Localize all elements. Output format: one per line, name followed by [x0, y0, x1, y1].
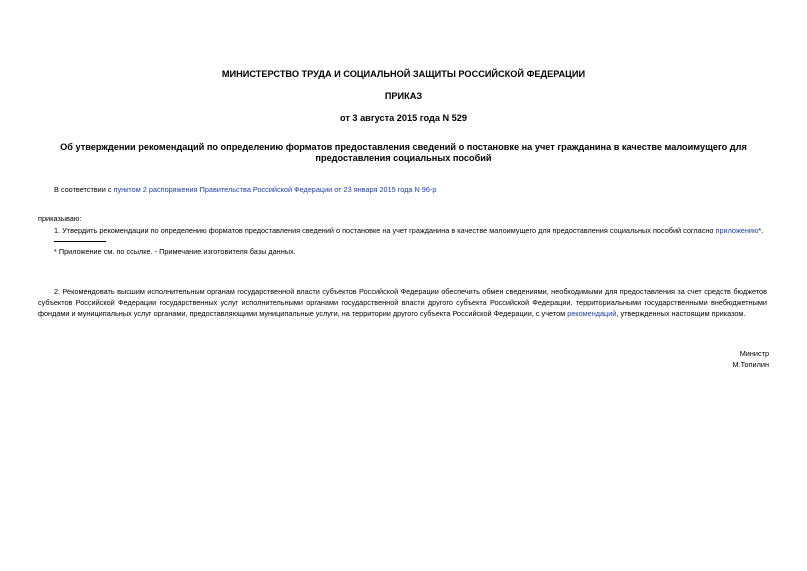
order-item-1 — [54, 225, 763, 236]
signatory-name: М.Топилин — [732, 360, 769, 369]
legal-basis-prefix: В соответствии с — [54, 185, 114, 194]
recommendations-link[interactable]: рекомендаций — [567, 309, 617, 318]
footnote: * Приложение см. по ссылке. - Примечание изготовителя базы данных. — [54, 247, 296, 256]
signatory-position: Министр — [739, 349, 769, 358]
ministry-title: МИНИСТЕРСТВО ТРУДА И СОЦИАЛЬНОЙ ЗАЩИТЫ РОССИЙСКОЙ ФЕДЕРАЦИИ — [221, 69, 586, 79]
signature-block — [733, 348, 769, 370]
document-subject — [60, 142, 747, 164]
orders-word: приказываю: — [38, 214, 82, 223]
order-item-2-line-3-suffix: , утвержденных настоящим приказом. — [616, 309, 746, 318]
order-item-2-line-3 — [38, 308, 767, 319]
subject-line-1: Об утверждении рекомендаций по определению форматов предоставления сведений о постановке на учет гражданина в качестве малоимущего для — [60, 142, 747, 152]
order-item-2 — [38, 286, 767, 319]
footnote-divider — [54, 241, 106, 242]
legal-basis — [54, 184, 436, 195]
footnote-marker: *. — [758, 226, 764, 235]
subject-line-2: предоставления социальных пособий — [315, 153, 492, 163]
document-type: ПРИКАЗ — [384, 91, 423, 101]
order-item-2-line-1: 2. Рекомендовать высшим исполнительным органам государственной власти субъектов Российской Федерации обеспечить обмен сведениями, необходимыми для предоставления за счет средств бюджетов — [54, 287, 767, 296]
order-item-2-line-2: субъектов Российской Федерации государственных услуг исполнительными органами государственной власти другого субъекта Российской Федерации, территориальными государственными внебюджетными — [38, 298, 767, 307]
document-date: от 3 августа 2015 года N 529 — [339, 113, 468, 123]
order-item-2-line-3-prefix: фондами и муниципальных услуг органами, предоставляющими муниципальные услуги, на территории другого субъекта Российской Федерации, с учетом — [38, 309, 568, 318]
order-item-1-text: 1. Утвердить рекомендации по определению форматов предоставления сведений о постановке на учет гражданина в качестве малоимущего для предоставления социальных пособий согласно — [54, 226, 716, 235]
appendix-link[interactable]: приложению — [715, 226, 759, 235]
decree-link[interactable]: пунктом 2 распоряжения Правительства Российской Федерации от 23 января 2015 года N 96-р — [113, 185, 437, 194]
